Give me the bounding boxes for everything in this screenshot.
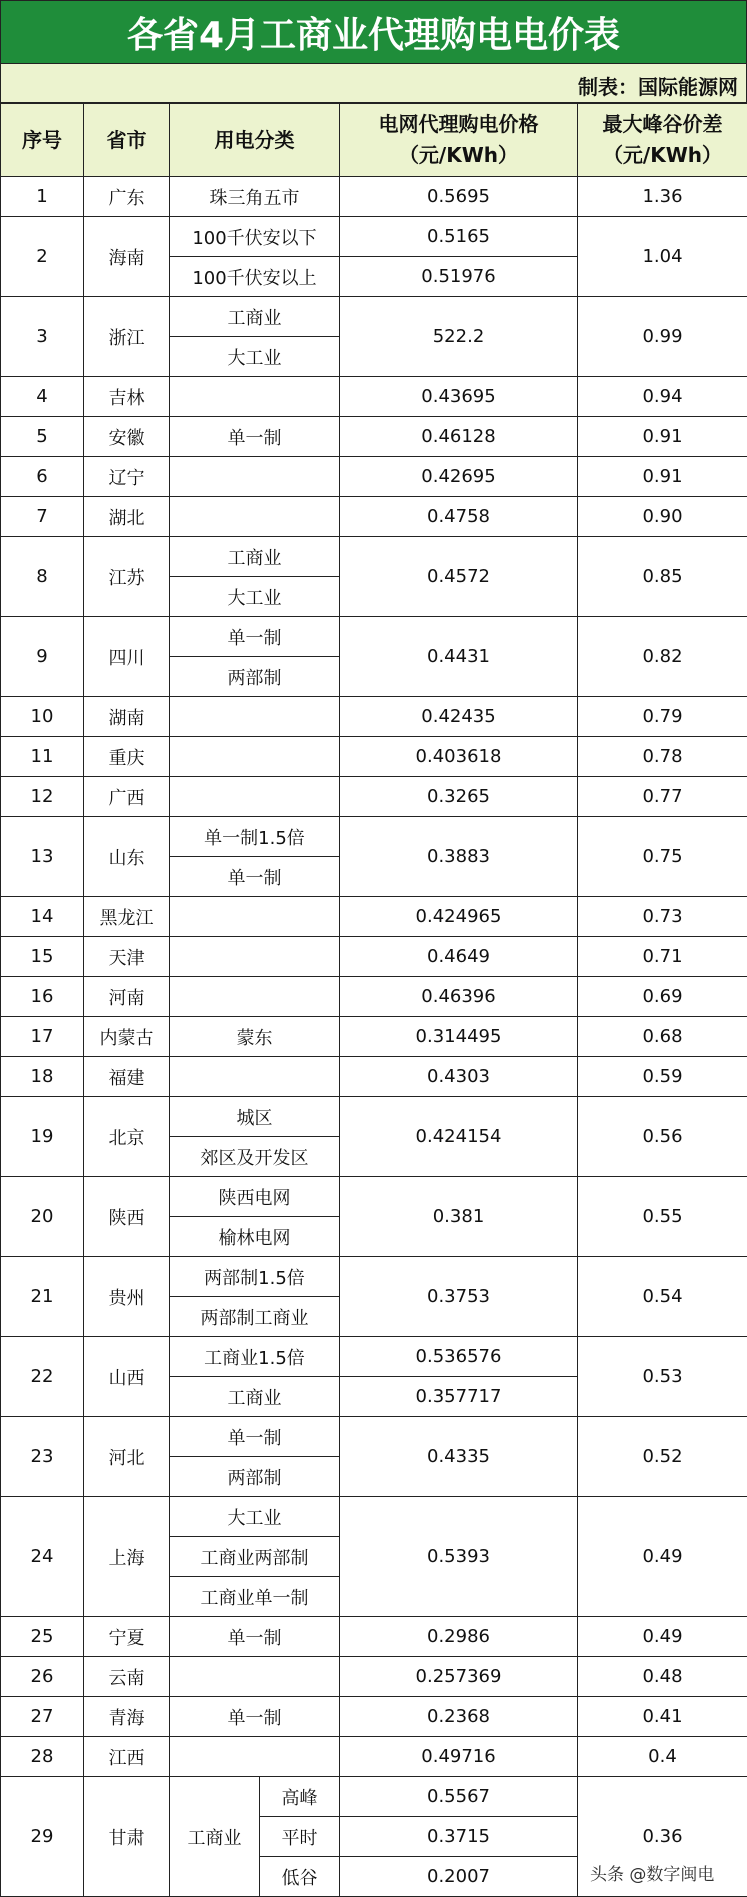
cell-category-group: 工商业 <box>170 1777 260 1897</box>
cell-seq: 19 <box>1 1097 84 1177</box>
table-row <box>1 817 747 857</box>
cell-category: 大工业 <box>170 1497 340 1537</box>
cell-price: 0.51976 <box>340 257 578 297</box>
cell-diff: 0.69 <box>578 977 747 1017</box>
cell-province: 内蒙古 <box>84 1017 170 1057</box>
table-row <box>1 497 747 537</box>
table-row <box>1 937 747 977</box>
cell-seq: 9 <box>1 617 84 697</box>
cell-price: 0.4649 <box>340 937 578 977</box>
cell-province: 甘肃 <box>84 1777 170 1897</box>
cell-diff: 1.36 <box>578 177 747 217</box>
cell-price: 0.3265 <box>340 777 578 817</box>
table-row <box>1 1337 747 1377</box>
cell-province: 辽宁 <box>84 457 170 497</box>
cell-category: 大工业 <box>170 337 340 377</box>
cell-seq: 12 <box>1 777 84 817</box>
cell-seq: 8 <box>1 537 84 617</box>
cell-category: 单一制 <box>170 417 340 457</box>
cell-category: 100千伏安以上 <box>170 257 340 297</box>
cell-price: 0.49716 <box>340 1737 578 1777</box>
cell-price: 0.5393 <box>340 1497 578 1617</box>
cell-province: 宁夏 <box>84 1617 170 1657</box>
cell-seq: 20 <box>1 1177 84 1257</box>
cell-province: 安徽 <box>84 417 170 457</box>
cell-province: 青海 <box>84 1697 170 1737</box>
cell-diff: 0.41 <box>578 1697 747 1737</box>
cell-province: 云南 <box>84 1657 170 1697</box>
cell-diff: 0.53 <box>578 1337 747 1417</box>
cell-diff: 0.55 <box>578 1177 747 1257</box>
cell-price: 0.314495 <box>340 1017 578 1057</box>
cell-province: 黑龙江 <box>84 897 170 937</box>
cell-diff: 0.99 <box>578 297 747 377</box>
cell-category: 100千伏安以下 <box>170 217 340 257</box>
cell-province: 浙江 <box>84 297 170 377</box>
cell-category: 单一制 <box>170 1617 340 1657</box>
cell-seq: 10 <box>1 697 84 737</box>
cell-seq: 6 <box>1 457 84 497</box>
cell-category <box>170 497 340 537</box>
cell-category: 低谷 <box>260 1857 340 1897</box>
cell-price: 0.5165 <box>340 217 578 257</box>
table-row <box>1 1017 747 1057</box>
cell-price: 0.3715 <box>340 1817 578 1857</box>
table-row <box>1 1057 747 1097</box>
cell-category: 两部制1.5倍 <box>170 1257 340 1297</box>
cell-price: 0.2986 <box>340 1617 578 1657</box>
table-header-row <box>1 104 747 177</box>
table-row <box>1 737 747 777</box>
cell-price: 0.46396 <box>340 977 578 1017</box>
cell-province: 广东 <box>84 177 170 217</box>
cell-price: 0.3883 <box>340 817 578 897</box>
table-row <box>1 1737 747 1777</box>
table-row <box>1 377 747 417</box>
cell-seq: 29 <box>1 1777 84 1897</box>
cell-province: 山东 <box>84 817 170 897</box>
cell-diff: 0.48 <box>578 1657 747 1697</box>
cell-price: 0.536576 <box>340 1337 578 1377</box>
cell-category: 两部制 <box>170 1457 340 1497</box>
cell-province: 江苏 <box>84 537 170 617</box>
cell-seq: 5 <box>1 417 84 457</box>
cell-category: 珠三角五市 <box>170 177 340 217</box>
cell-diff: 0.49 <box>578 1497 747 1617</box>
cell-price: 0.4335 <box>340 1417 578 1497</box>
cell-price: 0.5695 <box>340 177 578 217</box>
cell-province: 福建 <box>84 1057 170 1097</box>
cell-price: 0.357717 <box>340 1377 578 1417</box>
table-row <box>1 1417 747 1457</box>
cell-price: 0.4758 <box>340 497 578 537</box>
cell-province: 陕西 <box>84 1177 170 1257</box>
cell-category: 两部制 <box>170 657 340 697</box>
table-row <box>1 417 747 457</box>
cell-seq: 18 <box>1 1057 84 1097</box>
table-row <box>1 617 747 657</box>
cell-seq: 11 <box>1 737 84 777</box>
cell-price: 0.42435 <box>340 697 578 737</box>
table-row <box>1 1617 747 1657</box>
cell-seq: 26 <box>1 1657 84 1697</box>
cell-province: 江西 <box>84 1737 170 1777</box>
table-row <box>1 1097 747 1137</box>
header-seq: 序号 <box>1 104 84 177</box>
cell-category <box>170 1657 340 1697</box>
cell-diff: 0.91 <box>578 417 747 457</box>
cell-category: 单一制1.5倍 <box>170 817 340 857</box>
cell-price: 0.257369 <box>340 1657 578 1697</box>
cell-category <box>170 1057 340 1097</box>
cell-seq: 4 <box>1 377 84 417</box>
cell-price: 0.2368 <box>340 1697 578 1737</box>
cell-seq: 1 <box>1 177 84 217</box>
header-category: 用电分类 <box>170 104 340 177</box>
cell-price: 0.46128 <box>340 417 578 457</box>
cell-category: 单一制 <box>170 1697 340 1737</box>
cell-category: 蒙东 <box>170 1017 340 1057</box>
cell-province: 上海 <box>84 1497 170 1617</box>
cell-price: 0.4572 <box>340 537 578 617</box>
cell-seq: 17 <box>1 1017 84 1057</box>
cell-price: 0.4303 <box>340 1057 578 1097</box>
cell-price: 0.5567 <box>340 1777 578 1817</box>
cell-category: 单一制 <box>170 617 340 657</box>
cell-diff: 0.82 <box>578 617 747 697</box>
table-row <box>1 777 747 817</box>
cell-category: 工商业 <box>170 297 340 337</box>
cell-category <box>170 897 340 937</box>
cell-price: 0.42695 <box>340 457 578 497</box>
cell-province: 贵州 <box>84 1257 170 1337</box>
table-row <box>1 1657 747 1697</box>
cell-price: 0.2007 <box>340 1857 578 1897</box>
cell-diff: 0.49 <box>578 1617 747 1657</box>
header-price: 电网代理购电价格（元/KWh） <box>340 104 578 177</box>
cell-province: 湖北 <box>84 497 170 537</box>
cell-seq: 13 <box>1 817 84 897</box>
cell-province: 河南 <box>84 977 170 1017</box>
cell-category: 工商业单一制 <box>170 1577 340 1617</box>
cell-diff: 0.54 <box>578 1257 747 1337</box>
cell-price: 0.4431 <box>340 617 578 697</box>
cell-diff: 0.59 <box>578 1057 747 1097</box>
cell-seq: 3 <box>1 297 84 377</box>
table-row <box>1 897 747 937</box>
cell-seq: 14 <box>1 897 84 937</box>
table-row <box>1 1177 747 1217</box>
cell-category <box>170 937 340 977</box>
credit-line: 制表：国际能源网 <box>0 64 747 103</box>
cell-diff: 0.78 <box>578 737 747 777</box>
cell-category: 榆林电网 <box>170 1217 340 1257</box>
table-row <box>1 297 747 337</box>
cell-category: 郊区及开发区 <box>170 1137 340 1177</box>
cell-category <box>170 457 340 497</box>
cell-category <box>170 777 340 817</box>
header-province: 省市 <box>84 104 170 177</box>
cell-seq: 28 <box>1 1737 84 1777</box>
header-diff: 最大峰谷价差（元/KWh） <box>578 104 747 177</box>
table-row <box>1 1497 747 1537</box>
cell-category: 城区 <box>170 1097 340 1137</box>
cell-category <box>170 977 340 1017</box>
cell-price: 0.424154 <box>340 1097 578 1177</box>
cell-diff: 0.52 <box>578 1417 747 1497</box>
cell-seq: 2 <box>1 217 84 297</box>
cell-seq: 7 <box>1 497 84 537</box>
cell-seq: 25 <box>1 1617 84 1657</box>
cell-price: 0.381 <box>340 1177 578 1257</box>
cell-seq: 27 <box>1 1697 84 1737</box>
cell-seq: 24 <box>1 1497 84 1617</box>
cell-price: 522.2 <box>340 297 578 377</box>
cell-diff: 0.91 <box>578 457 747 497</box>
cell-seq: 22 <box>1 1337 84 1417</box>
table-row <box>1 1257 747 1297</box>
cell-province: 北京 <box>84 1097 170 1177</box>
table-row <box>1 217 747 257</box>
cell-price: 0.424965 <box>340 897 578 937</box>
cell-category: 平时 <box>260 1817 340 1857</box>
table-row <box>1 1777 747 1817</box>
cell-diff: 0.90 <box>578 497 747 537</box>
cell-diff: 0.73 <box>578 897 747 937</box>
cell-province: 四川 <box>84 617 170 697</box>
cell-seq: 23 <box>1 1417 84 1497</box>
cell-category: 高峰 <box>260 1777 340 1817</box>
cell-province: 天津 <box>84 937 170 977</box>
cell-diff: 0.4 <box>578 1737 747 1777</box>
cell-province: 海南 <box>84 217 170 297</box>
table-row <box>1 457 747 497</box>
cell-province: 河北 <box>84 1417 170 1497</box>
cell-price: 0.403618 <box>340 737 578 777</box>
cell-category <box>170 697 340 737</box>
cell-province: 重庆 <box>84 737 170 777</box>
table-row <box>1 177 747 217</box>
table-row <box>1 977 747 1017</box>
cell-category <box>170 377 340 417</box>
cell-seq: 21 <box>1 1257 84 1337</box>
cell-diff: 0.36 <box>578 1777 747 1897</box>
cell-province: 山西 <box>84 1337 170 1417</box>
cell-diff: 0.85 <box>578 537 747 617</box>
cell-category: 陕西电网 <box>170 1177 340 1217</box>
cell-province: 吉林 <box>84 377 170 417</box>
page-title: 各省4月工商业代理购电电价表 <box>0 0 747 64</box>
cell-category: 工商业 <box>170 1377 340 1417</box>
cell-category <box>170 1737 340 1777</box>
cell-diff: 0.94 <box>578 377 747 417</box>
table-row <box>1 1697 747 1737</box>
cell-diff: 0.71 <box>578 937 747 977</box>
cell-province: 湖南 <box>84 697 170 737</box>
cell-seq: 16 <box>1 977 84 1017</box>
cell-diff: 0.79 <box>578 697 747 737</box>
cell-category: 两部制工商业 <box>170 1297 340 1337</box>
cell-category: 单一制 <box>170 1417 340 1457</box>
cell-category: 工商业两部制 <box>170 1537 340 1577</box>
cell-category: 单一制 <box>170 857 340 897</box>
cell-category <box>170 737 340 777</box>
cell-category: 工商业1.5倍 <box>170 1337 340 1377</box>
cell-diff: 0.56 <box>578 1097 747 1177</box>
cell-diff: 0.77 <box>578 777 747 817</box>
cell-category: 大工业 <box>170 577 340 617</box>
cell-seq: 15 <box>1 937 84 977</box>
cell-diff: 1.04 <box>578 217 747 297</box>
cell-diff: 0.68 <box>578 1017 747 1057</box>
table-row <box>1 537 747 577</box>
table-row <box>1 697 747 737</box>
cell-category: 工商业 <box>170 537 340 577</box>
price-table <box>0 103 747 1897</box>
cell-price: 0.43695 <box>340 377 578 417</box>
cell-province: 广西 <box>84 777 170 817</box>
cell-price: 0.3753 <box>340 1257 578 1337</box>
watermark: 头条 @数字闽电 <box>590 1860 714 1885</box>
cell-diff: 0.75 <box>578 817 747 897</box>
